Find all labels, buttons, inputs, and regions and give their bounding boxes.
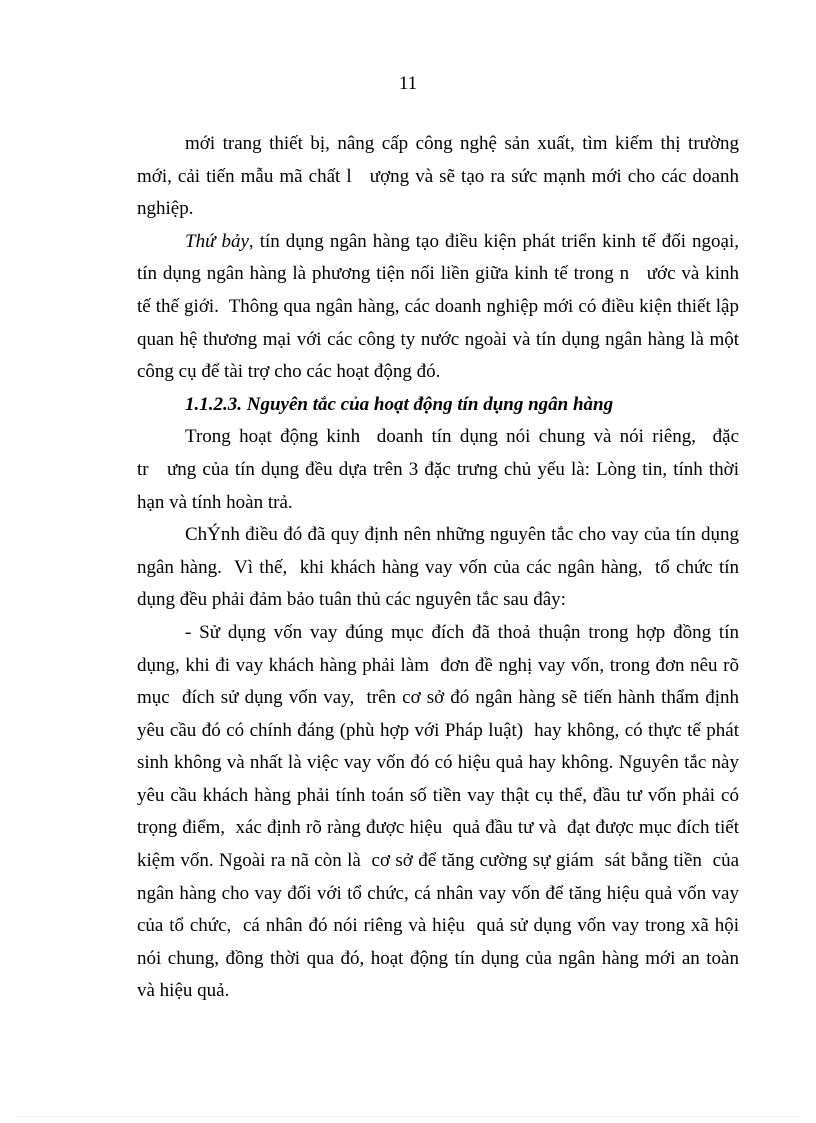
text-line: mục đích sử dụng vốn vay, trên cơ sở đó ngân hàng sẽ tiến hành thẩm định (137, 687, 739, 709)
text-line: tế thế giới. Thông qua ngân hàng, các doanh nghiệp mới có điều kiện thiết lập (137, 295, 739, 317)
text-line: sinh không và nhất là việc vay vốn đó có hiệu quả hay không. Nguyên tắc này (137, 752, 739, 774)
text-line: nói chung, đồng thời qua đó, hoạt động tín dụng của ngân hàng mới an toàn (137, 947, 739, 969)
page-number: 11 (398, 73, 418, 94)
text-line: ngân hàng cho vay đối với tổ chức, cá nhân vay vốn để tăng hiệu quả vốn vay (137, 882, 739, 904)
text-line (137, 226, 739, 259)
text-line: ngân hàng. Vì thế, khi khách hàng vay vốn của các ngân hàng, tổ chức tín (137, 556, 739, 578)
text-line: của tổ chức, cá nhân đó nói riêng và hiệu quả sử dụng vốn vay trong xã hội (137, 915, 739, 937)
text-line: mới trang thiết bị, nâng cấp công nghệ sản xuất, tìm kiếm thị trường (185, 133, 739, 154)
page-bottom-divider (16, 1116, 800, 1117)
text-fragment: , tín dụng ngân hàng tạo điều kiện phát triển kinh tế đối ngoại, (248, 230, 739, 252)
text-line: quan hệ thương mại với các công ty nước ngoài và tín dụng ngân hàng là một (137, 328, 739, 350)
text-line: và hiệu quả. (137, 980, 230, 1002)
text-line: trọng điểm, xác định rõ ràng được hiệu quả đầu tư và đạt được mục đích tiết (137, 817, 739, 839)
text-line: mới, cải tiến mẫu mã chất l ượng và sẽ tạo ra sức mạnh mới cho các doanh (137, 165, 739, 187)
text-line: dụng, khi đi vay khách hàng phải làm đơn đề nghị vay vốn, trong đơn nêu rõ (137, 654, 739, 676)
text-line: yêu cầu đó có chính đáng (phù hợp với Pháp luật) hay không, có thực tế phát (137, 719, 739, 741)
text-line: yêu cầu khách hàng phải tính toán số tiền vay thật cụ thể, đầu tư vốn phải có (137, 784, 739, 806)
text-line: ChÝnh điều đó đã quy định nên những nguyên tắc cho vay của tín dụng (185, 524, 739, 546)
emphasis-term: Thứ bảy (185, 230, 249, 252)
text-line: tín dụng ngân hàng là phương tiện nối liền giữa kinh tế trong n ước và kinh (137, 263, 739, 285)
text-line: kiệm vốn. Ngoài ra nã còn là cơ sở để tăng cường sự giám sát bằng tiền của (137, 850, 739, 872)
text-line: hạn và tính hoàn trả. (137, 491, 293, 513)
text-line: Trong hoạt động kinh doanh tín dụng nói chung và nói riêng, đặc (185, 426, 739, 448)
text-line: công cụ để tài trợ cho các hoạt động đó. (137, 361, 441, 383)
document-body (137, 128, 739, 1008)
text-line: tr ưng của tín dụng đều dựa trên 3 đặc trưng chủ yếu là: Lòng tin, tính thời (137, 458, 739, 480)
text-line: nghiệp. (137, 198, 194, 220)
section-heading: 1.1.2.3. Nguyên tắc của hoạt động tín dụng ngân hàng (185, 393, 614, 415)
text-line: dụng đều phải đảm bảo tuân thủ các nguyên tắc sau đây: (137, 589, 566, 611)
text-line: - Sử dụng vốn vay đúng mục đích đã thoả thuận trong hợp đồng tín (185, 621, 739, 643)
